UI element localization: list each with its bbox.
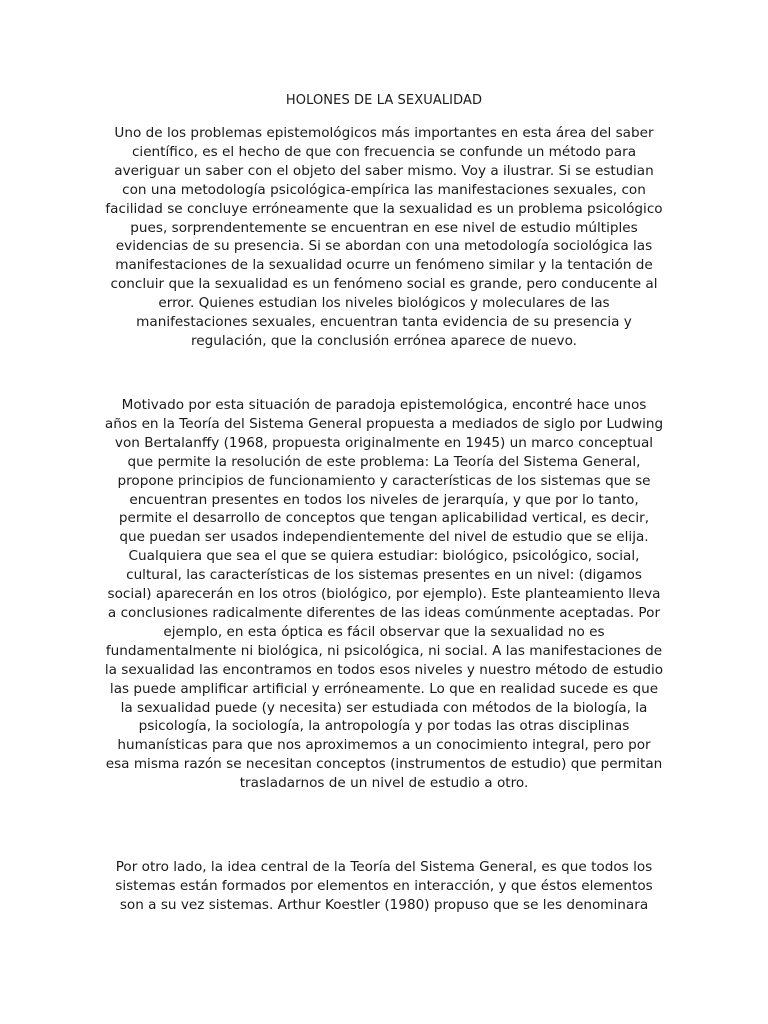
paragraph-3: Por otro lado, la idea central de la Teoría del Sistema General, es que todos los sistemas están formados por elementos en interacción, y que éstos elementos son a su vez sistemas. Arthur Koestler (1980) propuso que se les denominara	[115, 859, 653, 913]
paragraph-1: Uno de los problemas epistemológicos más importantes en esta área del saber científico, es el hecho de que con frecuencia se confunde un método para averiguar un saber con el objeto del saber mismo. Voy a ilustrar. Si se estudian con una metodología psicológica-empírica las manifestaciones sexuales, con facilidad se concluye erróneamente que la sexualidad es un problema psicológico pues, sorprendentemente se encuentran en ese nivel de estudio múltiples evidencias de su presencia. Si se abordan con una metodología sociológica las manifestaciones de la sexualidad ocurre un fenómeno similar y la tentación de concluir que la sexualidad es un fenómeno social es grande, pero conducente al error. Quienes estudian los niveles biológicos y moleculares de las manifestaciones sexuales, encuentran tanta evidencia de su presencia y regulación, que la conclusión errónea aparece de nuevo.	[105, 125, 663, 349]
document-title: HOLONES DE LA SEXUALIDAD	[285, 93, 483, 108]
paragraph-2: Motivado por esta situación de paradoja epistemológica, encontré hace unos años en la Teoría del Sistema General propuesta a mediados de siglo por Ludwing von Bertalanffy (1968, propuesta originalmente en 1945) un marco conceptual que permite la resolución de este problema: La Teoría del Sistema General, propone principios de funcionamiento y características de los sistemas que se encuentran presentes en todos los niveles de jerarquía, y que por lo tanto, permite el desarrollo de conceptos que tengan aplicabilidad vertical, es decir, que puedan ser usados independientemente del nivel de estudio que se elija. Cualquiera que sea el que se quiera estudiar: biológico, psicológico, social, cultural, las características de los sistemas presentes en un nivel: (digamos social) aparecerán en los otros (biológico, por ejemplo). Este planteamiento lleva a conclusiones radicalmente diferentes de las ideas comúnmente aceptadas. Por ejemplo, en esta óptica es fácil observar que la sexualidad no es fundamentalmente ni biológica, ni psicológica, ni social. A las manifestaciones de la sexualidad las encontramos en todos esos niveles y nuestro método de estudio las puede amplificar artificial y erróneamente. Lo que en realidad sucede es que la sexualidad puede (y necesita) ser estudiada con métodos de la biología, la psicología, la sociología, la antropología y por todas las otras disciplinas humanísticas para que nos aproximemos a un conocimiento integral, pero por esa misma razón se necesitan conceptos (instrumentos de estudio) que permitan trasladarnos de un nivel de estudio a otro.	[104, 397, 664, 792]
